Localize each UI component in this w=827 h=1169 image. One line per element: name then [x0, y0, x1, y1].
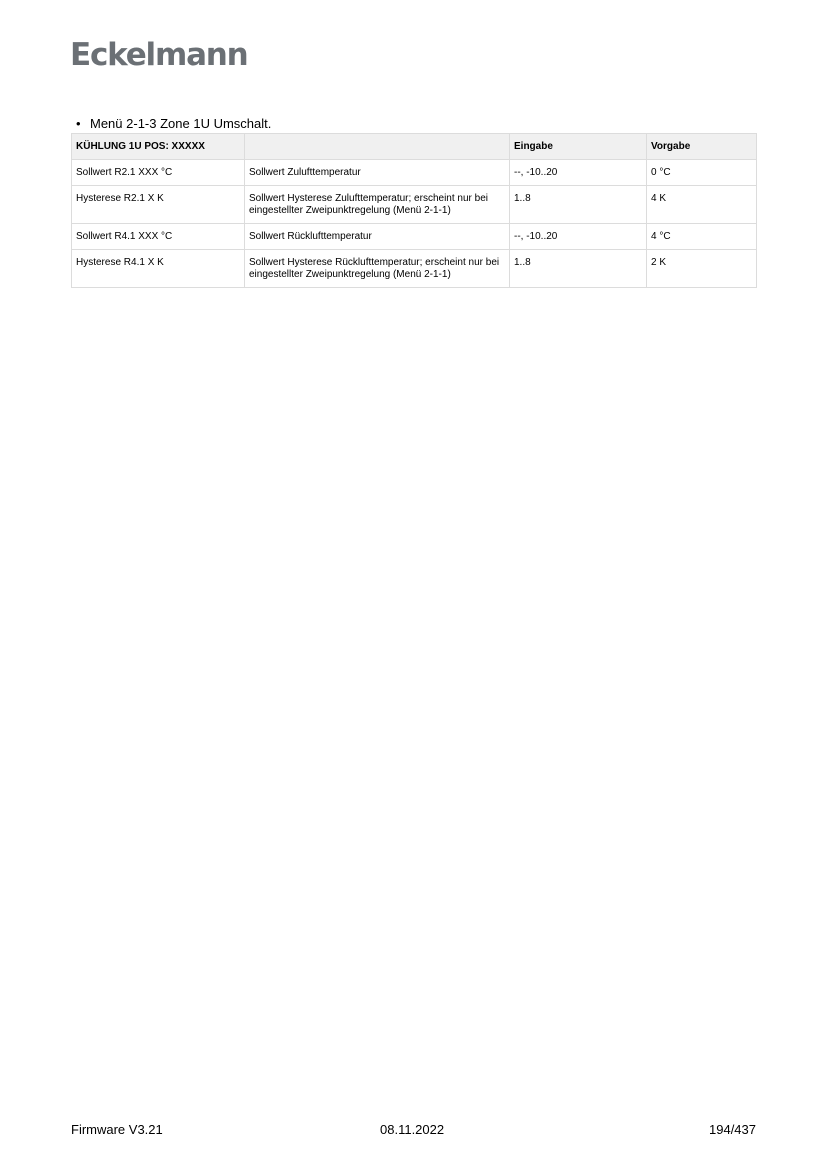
- footer-date: 08.11.2022: [380, 1122, 445, 1137]
- table-cell-default: 4 °C: [647, 224, 757, 250]
- table-cell-input: --, -10..20: [510, 224, 647, 250]
- table-cell-default: 0 °C: [647, 160, 757, 186]
- table-cell-description: Sollwert Zulufttemperatur: [245, 160, 510, 186]
- header-cell-description: [245, 134, 510, 160]
- table-cell-input: --, -10..20: [510, 160, 647, 186]
- table-header-row: [72, 134, 757, 160]
- header-cell-parameter: KÜHLUNG 1U POS: XXXXX: [72, 134, 245, 160]
- table-cell-input: 1..8: [510, 186, 647, 224]
- company-logo: Eckelmann: [70, 37, 248, 73]
- table-cell-default: 4 K: [647, 186, 757, 224]
- table-cell-parameter: Hysterese R4.1 X K: [72, 250, 245, 288]
- footer-firmware: Firmware V3.21: [71, 1122, 163, 1137]
- table-row: [72, 186, 757, 224]
- parameter-table: [71, 133, 757, 288]
- table-cell-default: 2 K: [647, 250, 757, 288]
- table-cell-description: Sollwert Hysterese Rücklufttemperatur; erscheint nur bei eingestellter Zweipunktregelung (Menü 2-1-1): [245, 250, 510, 288]
- table-row: [72, 160, 757, 186]
- bullet-marker: •: [76, 116, 81, 131]
- table-cell-parameter: Sollwert R4.1 XXX °C: [72, 224, 245, 250]
- table-cell-description: Sollwert Hysterese Zulufttemperatur; erscheint nur bei eingestellter Zweipunktregelung (Menü 2-1-1): [245, 186, 510, 224]
- table-cell-parameter: Sollwert R2.1 XXX °C: [72, 160, 245, 186]
- table-cell-parameter: Hysterese R2.1 X K: [72, 186, 245, 224]
- table-row: [72, 250, 757, 288]
- footer-page-number: 194/437: [709, 1122, 756, 1137]
- section-title: Menü 2-1-3 Zone 1U Umschalt.: [90, 116, 272, 131]
- header-cell-default: Vorgabe: [647, 134, 757, 160]
- table-row: [72, 224, 757, 250]
- section-heading: [76, 116, 271, 132]
- table-cell-description: Sollwert Rücklufttemperatur: [245, 224, 510, 250]
- table-cell-input: 1..8: [510, 250, 647, 288]
- header-cell-input: Eingabe: [510, 134, 647, 160]
